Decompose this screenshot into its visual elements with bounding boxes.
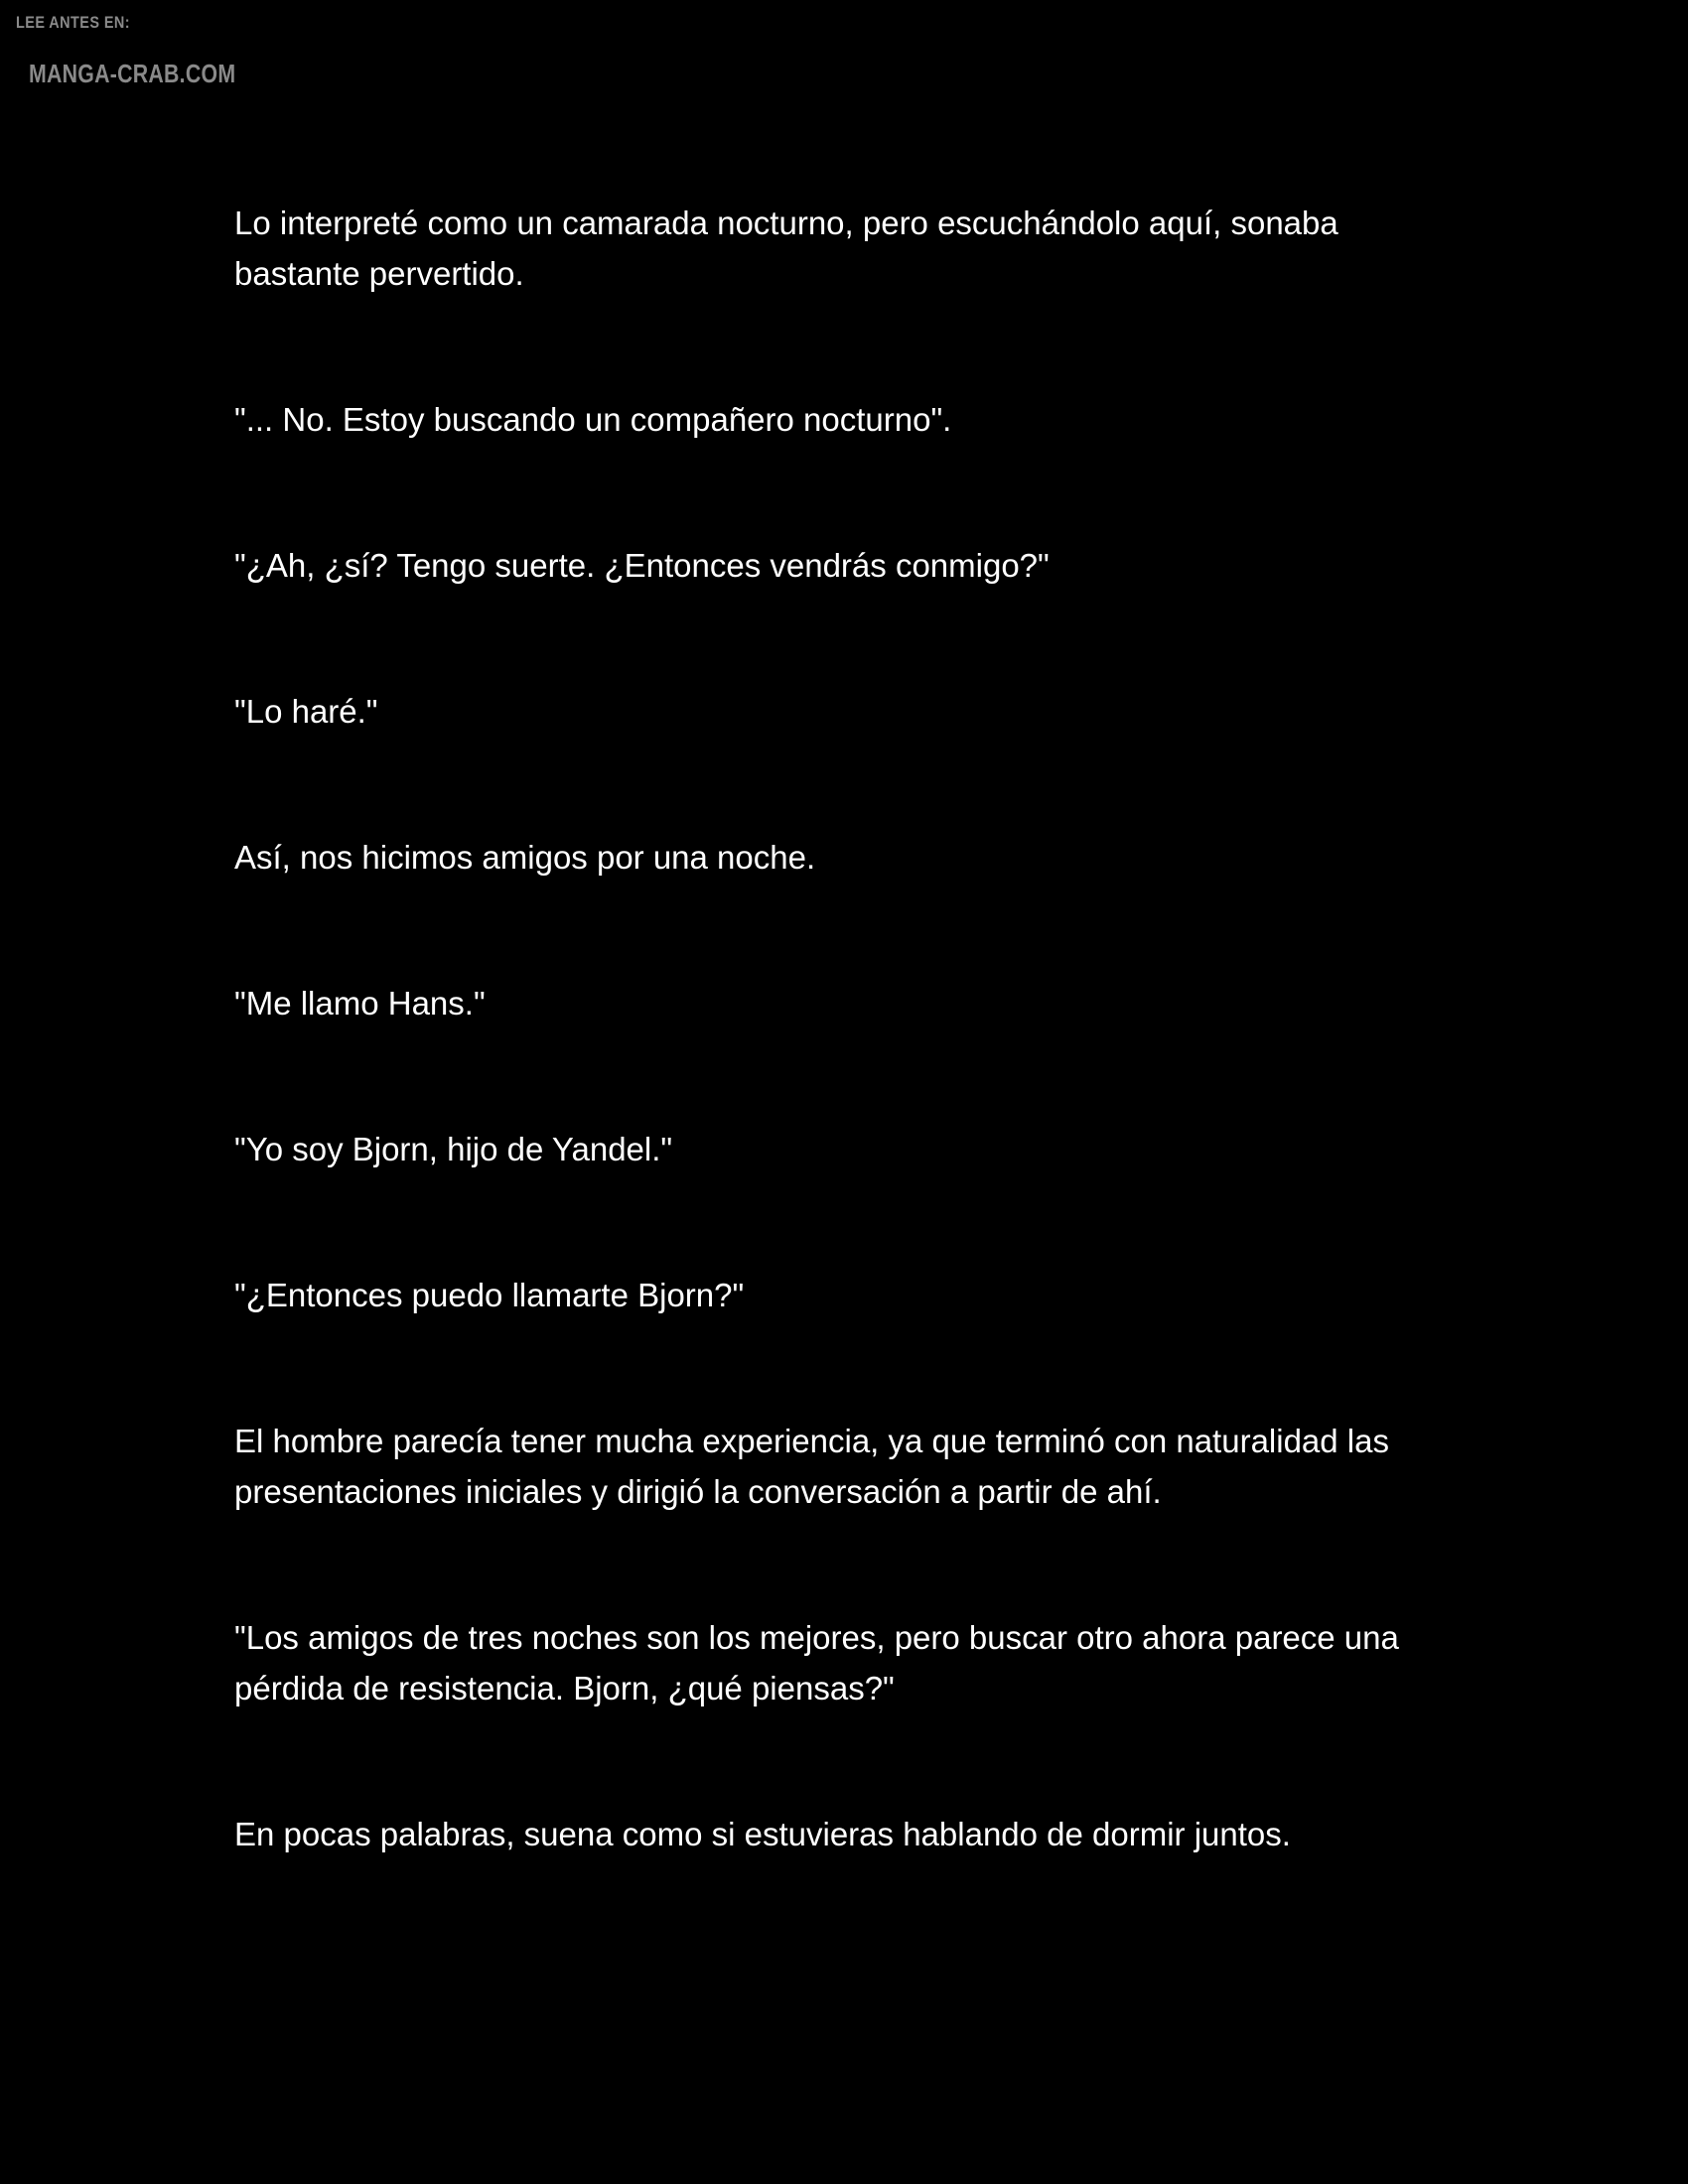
paragraph: El hombre parecía tener mucha experiencia, ya que terminó con naturalidad las presentaciones iniciales y dirigió la conversación a partir de ahí. — [234, 1423, 1389, 1510]
paragraph: "¿Entonces puedo llamarte Bjorn?" — [234, 1277, 745, 1313]
site-watermark — [16, 14, 281, 86]
paragraph: En pocas palabras, suena como si estuvieras hablando de dormir juntos. — [234, 1816, 1291, 1852]
paragraph: "Los amigos de tres noches son los mejores, pero buscar otro ahora parece una pérdida de resistencia. Bjorn, ¿qué piensas?" — [234, 1619, 1399, 1706]
paragraph: "Lo haré." — [234, 693, 378, 730]
watermark-site: MANGA-CRAB.COM — [29, 59, 236, 88]
paragraph: "¿Ah, ¿sí? Tengo suerte. ¿Entonces vendrás conmigo?" — [234, 547, 1050, 584]
story-text — [234, 198, 1456, 1859]
paragraph: "... No. Estoy buscando un compañero nocturno". — [234, 401, 952, 438]
paragraph: "Me llamo Hans." — [234, 985, 486, 1022]
watermark-label: LEE ANTES EN: — [16, 13, 130, 32]
paragraph: Lo interpreté como un camarada nocturno, pero escuchándolo aquí, sonaba bastante pervertido. — [234, 205, 1338, 292]
paragraph: "Yo soy Bjorn, hijo de Yandel." — [234, 1131, 673, 1167]
paragraph: Así, nos hicimos amigos por una noche. — [234, 839, 816, 876]
